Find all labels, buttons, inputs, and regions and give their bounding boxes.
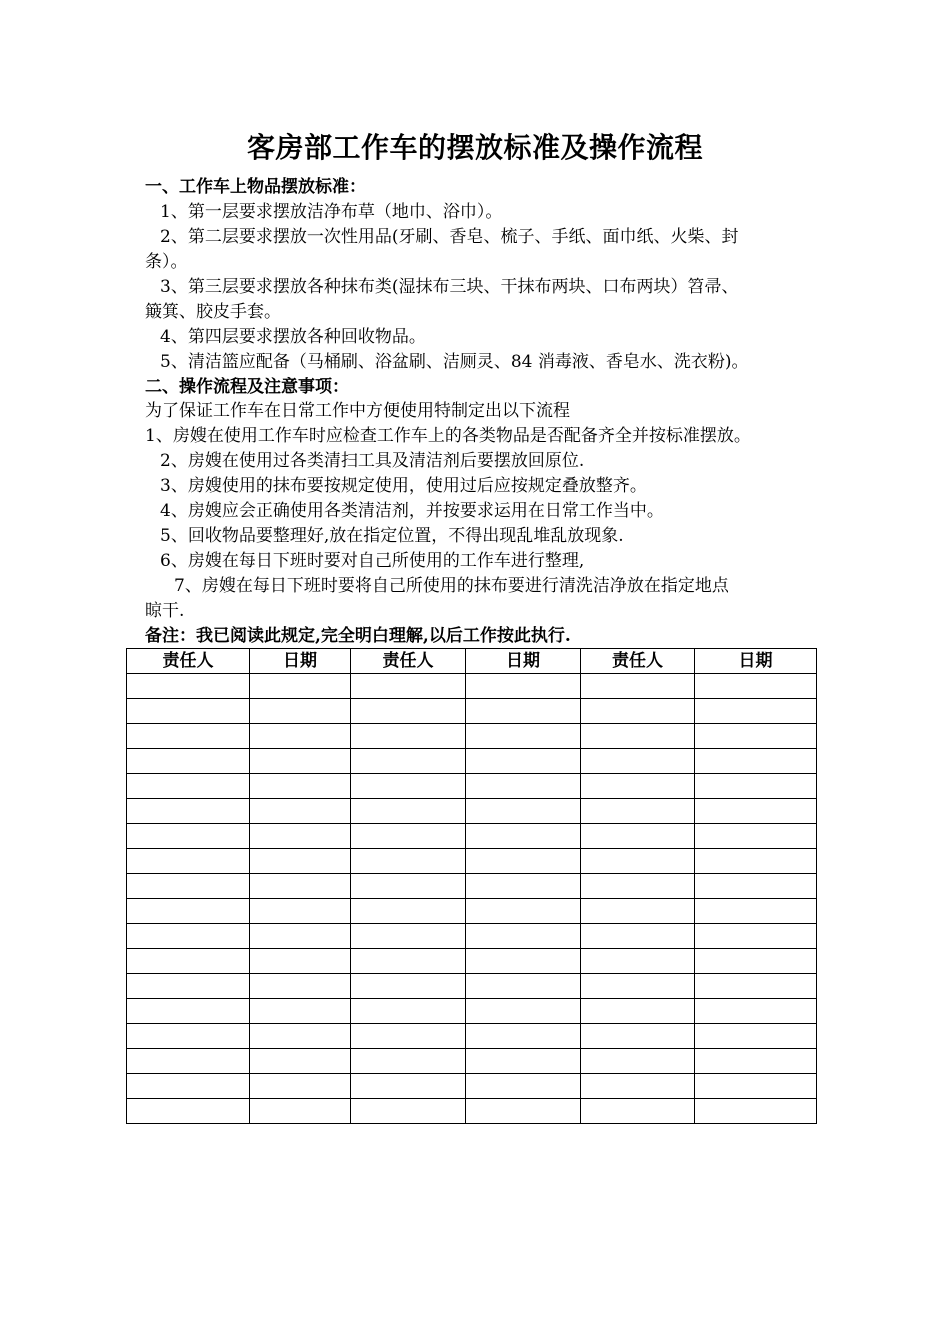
date-cell[interactable] [695, 1024, 817, 1049]
table-row [127, 774, 817, 799]
header-date: 日期 [695, 649, 817, 674]
date-cell[interactable] [466, 924, 581, 949]
table-row [127, 1024, 817, 1049]
responsible-person-cell[interactable] [581, 774, 695, 799]
responsible-person-cell[interactable] [351, 749, 466, 774]
responsible-person-cell[interactable] [581, 899, 695, 924]
date-cell[interactable] [250, 1024, 351, 1049]
responsible-person-cell[interactable] [581, 674, 695, 699]
responsible-person-cell[interactable] [127, 849, 250, 874]
section1-item-3-cont: 簸箕、胶皮手套。 [145, 302, 281, 322]
responsible-person-cell[interactable] [581, 874, 695, 899]
date-cell[interactable] [695, 874, 817, 899]
table-row [127, 899, 817, 924]
responsible-person-cell[interactable] [351, 1074, 466, 1099]
date-cell[interactable] [695, 924, 817, 949]
signature-table-body [127, 674, 817, 1124]
responsible-person-cell[interactable] [127, 699, 250, 724]
date-cell[interactable] [250, 799, 351, 824]
responsible-person-cell[interactable] [351, 724, 466, 749]
responsible-person-cell[interactable] [127, 749, 250, 774]
responsible-person-cell[interactable] [127, 974, 250, 999]
responsible-person-cell[interactable] [127, 1074, 250, 1099]
date-cell[interactable] [466, 674, 581, 699]
section1-item-1: 1、第一层要求摆放洁净布草（地巾、浴巾）。 [160, 202, 503, 222]
signature-table-header-row [127, 649, 817, 674]
responsible-person-cell[interactable] [351, 924, 466, 949]
date-cell[interactable] [250, 749, 351, 774]
responsible-person-cell[interactable] [581, 974, 695, 999]
date-cell[interactable] [250, 899, 351, 924]
date-cell[interactable] [466, 1049, 581, 1074]
date-cell[interactable] [250, 949, 351, 974]
responsible-person-cell[interactable] [351, 874, 466, 899]
header-responsible-person: 责任人 [581, 649, 695, 674]
date-cell[interactable] [250, 699, 351, 724]
table-row [127, 1049, 817, 1074]
section2-intro: 为了保证工作车在日常工作中方便使用特制定出以下流程 [145, 401, 570, 421]
date-cell[interactable] [250, 924, 351, 949]
responsible-person-cell[interactable] [127, 674, 250, 699]
date-cell[interactable] [466, 974, 581, 999]
section1-item-2-cont: 条）。 [145, 252, 188, 272]
responsible-person-cell[interactable] [581, 1074, 695, 1099]
date-cell[interactable] [695, 749, 817, 774]
responsible-person-cell[interactable] [127, 1099, 250, 1124]
date-cell[interactable] [695, 849, 817, 874]
signature-table [126, 648, 817, 1124]
table-row [127, 699, 817, 724]
header-date: 日期 [466, 649, 581, 674]
date-cell[interactable] [695, 824, 817, 849]
responsible-person-cell[interactable] [127, 874, 250, 899]
section1-item-4: 4、第四层要求摆放各种回收物品。 [160, 327, 426, 347]
date-cell[interactable] [250, 724, 351, 749]
responsible-person-cell[interactable] [127, 999, 250, 1024]
responsible-person-cell[interactable] [581, 749, 695, 774]
date-cell[interactable] [466, 724, 581, 749]
section2-item-4: 4、房嫂应会正确使用各类清洁剂，并按要求运用在日常工作当中。 [160, 501, 664, 521]
responsible-person-cell[interactable] [351, 1099, 466, 1124]
date-cell[interactable] [466, 874, 581, 899]
section2-heading: 二、操作流程及注意事项： [145, 377, 349, 397]
date-cell[interactable] [466, 699, 581, 724]
date-cell[interactable] [250, 674, 351, 699]
date-cell[interactable] [250, 999, 351, 1024]
responsible-person-cell[interactable] [581, 1024, 695, 1049]
table-row [127, 1099, 817, 1124]
date-cell[interactable] [250, 1049, 351, 1074]
date-cell[interactable] [250, 1074, 351, 1099]
section2-item-3: 3、房嫂使用的抹布要按规定使用，使用过后应按规定叠放整齐。 [160, 476, 647, 496]
date-cell[interactable] [466, 749, 581, 774]
section2-item-7: 7、房嫂在每日下班时要将自己所使用的抹布要进行清洗洁净放在指定地点 [174, 576, 729, 596]
table-row [127, 724, 817, 749]
date-cell[interactable] [466, 999, 581, 1024]
responsible-person-cell[interactable] [351, 1049, 466, 1074]
responsible-person-cell[interactable] [127, 949, 250, 974]
table-row [127, 874, 817, 899]
acknowledgement-note: 备注：我已阅读此规定,完全明白理解,以后工作按此执行. [145, 626, 571, 646]
responsible-person-cell[interactable] [351, 799, 466, 824]
date-cell[interactable] [250, 849, 351, 874]
date-cell[interactable] [466, 774, 581, 799]
date-cell[interactable] [466, 1024, 581, 1049]
date-cell[interactable] [695, 974, 817, 999]
responsible-person-cell[interactable] [581, 1099, 695, 1124]
section2-item-7-cont: 晾干. [145, 601, 185, 621]
responsible-person-cell[interactable] [351, 949, 466, 974]
responsible-person-cell[interactable] [127, 824, 250, 849]
date-cell[interactable] [695, 1099, 817, 1124]
date-cell[interactable] [695, 949, 817, 974]
date-cell[interactable] [466, 899, 581, 924]
date-cell[interactable] [695, 999, 817, 1024]
responsible-person-cell[interactable] [581, 1049, 695, 1074]
section1-heading: 一、工作车上物品摆放标准： [145, 177, 366, 197]
responsible-person-cell[interactable] [127, 1024, 250, 1049]
header-date: 日期 [250, 649, 351, 674]
date-cell[interactable] [250, 874, 351, 899]
responsible-person-cell[interactable] [127, 899, 250, 924]
table-row [127, 924, 817, 949]
responsible-person-cell[interactable] [127, 924, 250, 949]
date-cell[interactable] [250, 974, 351, 999]
date-cell[interactable] [695, 674, 817, 699]
responsible-person-cell[interactable] [351, 774, 466, 799]
date-cell[interactable] [250, 824, 351, 849]
section2-item-6: 6、房嫂在每日下班时要对自己所使用的工作车进行整理, [160, 551, 585, 571]
date-cell[interactable] [695, 799, 817, 824]
responsible-person-cell[interactable] [581, 849, 695, 874]
date-cell[interactable] [695, 774, 817, 799]
table-row [127, 1074, 817, 1099]
table-row [127, 849, 817, 874]
table-row [127, 799, 817, 824]
date-cell[interactable] [466, 849, 581, 874]
document-title: 客房部工作车的摆放标准及操作流程 [246, 131, 703, 164]
responsible-person-cell[interactable] [351, 824, 466, 849]
table-row [127, 749, 817, 774]
responsible-person-cell[interactable] [581, 949, 695, 974]
responsible-person-cell[interactable] [351, 899, 466, 924]
responsible-person-cell[interactable] [351, 1024, 466, 1049]
responsible-person-cell[interactable] [351, 674, 466, 699]
responsible-person-cell[interactable] [581, 824, 695, 849]
date-cell[interactable] [695, 699, 817, 724]
header-responsible-person: 责任人 [127, 649, 250, 674]
section2-item-2: 2、房嫂在使用过各类清扫工具及清洁剂后要摆放回原位. [160, 451, 585, 471]
date-cell[interactable] [466, 824, 581, 849]
responsible-person-cell[interactable] [351, 849, 466, 874]
responsible-person-cell[interactable] [581, 924, 695, 949]
responsible-person-cell[interactable] [127, 724, 250, 749]
header-responsible-person: 责任人 [351, 649, 466, 674]
table-row [127, 674, 817, 699]
responsible-person-cell[interactable] [351, 999, 466, 1024]
responsible-person-cell[interactable] [581, 999, 695, 1024]
date-cell[interactable] [695, 724, 817, 749]
responsible-person-cell[interactable] [127, 774, 250, 799]
table-row [127, 999, 817, 1024]
section1-item-5: 5、清洁篮应配备（马桶刷、浴盆刷、洁厕灵、84 消毒液、香皂水、洗衣粉)。 [160, 352, 749, 372]
responsible-person-cell[interactable] [581, 724, 695, 749]
date-cell[interactable] [466, 799, 581, 824]
responsible-person-cell[interactable] [351, 699, 466, 724]
section1-item-3: 3、第三层要求摆放各种抹布类(湿抹布三块、干抹布两块、口布两块）笤帚、 [160, 277, 739, 297]
date-cell[interactable] [695, 1049, 817, 1074]
date-cell[interactable] [695, 899, 817, 924]
section2-item-1: 1、房嫂在使用工作车时应检查工作车上的各类物品是否配备齐全并按标准摆放。 [145, 426, 751, 446]
table-row [127, 949, 817, 974]
date-cell[interactable] [250, 774, 351, 799]
responsible-person-cell[interactable] [581, 799, 695, 824]
table-row [127, 974, 817, 999]
section2-item-5: 5、回收物品要整理好,放在指定位置，不得出现乱堆乱放现象. [160, 526, 624, 546]
date-cell[interactable] [466, 1074, 581, 1099]
table-row [127, 824, 817, 849]
date-cell[interactable] [466, 949, 581, 974]
date-cell[interactable] [250, 1099, 351, 1124]
responsible-person-cell[interactable] [581, 699, 695, 724]
responsible-person-cell[interactable] [351, 974, 466, 999]
responsible-person-cell[interactable] [127, 1049, 250, 1074]
date-cell[interactable] [466, 1099, 581, 1124]
date-cell[interactable] [695, 1074, 817, 1099]
section1-item-2: 2、第二层要求摆放一次性用品(牙刷、香皂、梳子、手纸、面巾纸、火柴、封 [160, 227, 739, 247]
responsible-person-cell[interactable] [127, 799, 250, 824]
